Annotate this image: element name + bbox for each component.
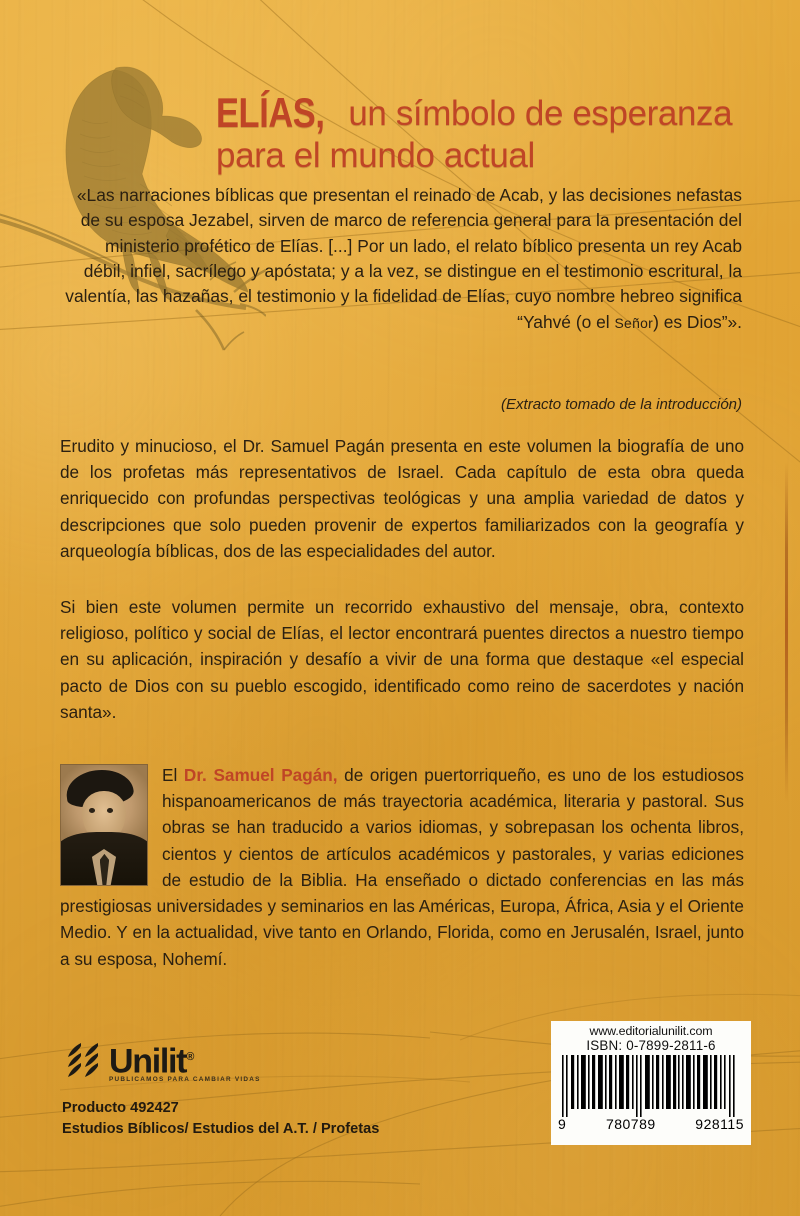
cover-title: [216, 89, 776, 175]
barcode-digit-left: 9: [558, 1116, 567, 1132]
publisher-tagline: PUBLICAMOS PARA CAMBIAR VIDAS: [109, 1076, 261, 1084]
publisher-name-text: Unilit: [109, 1042, 187, 1081]
title-line-1: [216, 89, 776, 136]
author-bio-block: [60, 762, 744, 972]
excerpt-attribution: (Extracto tomado de la introducción): [501, 396, 742, 413]
barcode-digits: [556, 1117, 746, 1132]
publisher-website: www.editorialunilit.com: [589, 1024, 713, 1038]
author-photo: [60, 764, 148, 886]
description-paragraph-1: Erudito y minucioso, el Dr. Samuel Pagán presenta en este volumen la biografía de uno de los profetas más representativos de Israel. Cada capítulo de esta obra queda enriquecido con profundas perspectivas teológicas y una amplia variedad de datos y descripciones que solo pueden provenir de expertos familiarizados con la geografía y arqueología bíblicas, dos de las especialidades del autor.: [60, 436, 744, 561]
spine-fold-line: [785, 0, 788, 1216]
product-number: Producto 492427: [62, 1100, 179, 1117]
description-paragraph-2: Si bien este volumen permite un recorrido exhaustivo del mensaje, obra, contexto religioso, político y social de Elías, el lector encontrará puentes directos a nuestro tiempo en su aplicación, inspiración y desafío a vivir de una forma que destaque «el especial pacto de Dios con su pueblo escogido, identificado como reino de sacerdotes y nación santa».: [60, 597, 744, 722]
bio-body: de origen puertorriqueño, es uno de los estudiosos hispanoamericanos de más trayectoria académica, literaria y pastoral. Sus obras se han traducido a varios idiomas, y sobrepasan los ochenta libros, cientos y cientos de artículos académicos y pastorales, y varias ediciones de estudio de la Biblia. Ha enseñado o dictado conferencias en las más prestigiosas universidades y seminarios en las Américas, Europa, África, Asia y el Oriente Medio. Y en la actualidad, vive tanto en Orlando, Florida, como en Jerusalén, Israel, junto a su esposa, Nohemí.: [60, 765, 744, 969]
wheat-sheaf-icon: [62, 1040, 102, 1078]
barcode-digit-mid: 780789: [605, 1116, 656, 1132]
barcode-bars: [556, 1055, 746, 1117]
registered-mark-icon: ®: [186, 1051, 195, 1063]
title-elias: ELÍAS,: [216, 89, 325, 136]
bio-prefix: El: [162, 765, 184, 785]
author-bio-text: [60, 762, 744, 972]
publisher-block: [62, 1040, 462, 1140]
publisher-wordmark: [109, 1040, 261, 1083]
isbn-text: ISBN: 0-7899-2811-6: [586, 1038, 716, 1053]
barcode-digit-right: 928115: [695, 1116, 744, 1132]
excerpt-body: «Las narraciones bíblicas que presentan el reinado de Acab, y las decisiones nefastas de su esposa Jezabel, sirven de marco de referencia general para la presentación del ministerio profético de Elías. [...] Por un lado, el relato bíblico presenta un rey Acab débil, infiel, sacrílego y apóstata; y a la vez, se distingue en el testimonio escritural, la valentía, las hazañas, el testimonio y la fidelidad de Elías, cuyo nombre hebreo significa “Yahvé (o el: [65, 185, 742, 332]
title-subtitle-first: un símbolo de esperanza: [348, 94, 733, 133]
product-category: Estudios Bíblicos/ Estudios del A.T. / Profetas: [62, 1121, 380, 1138]
excerpt-body-end: ) es Dios”».: [653, 311, 742, 332]
product-info: [62, 1098, 462, 1139]
title-line-2: para el mundo actual: [216, 135, 535, 175]
barcode-block: [551, 1021, 751, 1145]
author-name: Dr. Samuel Pagán,: [183, 765, 338, 785]
publisher-logo: [62, 1040, 462, 1083]
excerpt-quote: [60, 183, 742, 335]
excerpt-smallcaps-word: Señor: [614, 314, 654, 331]
excerpt-quote-text: [60, 183, 742, 335]
